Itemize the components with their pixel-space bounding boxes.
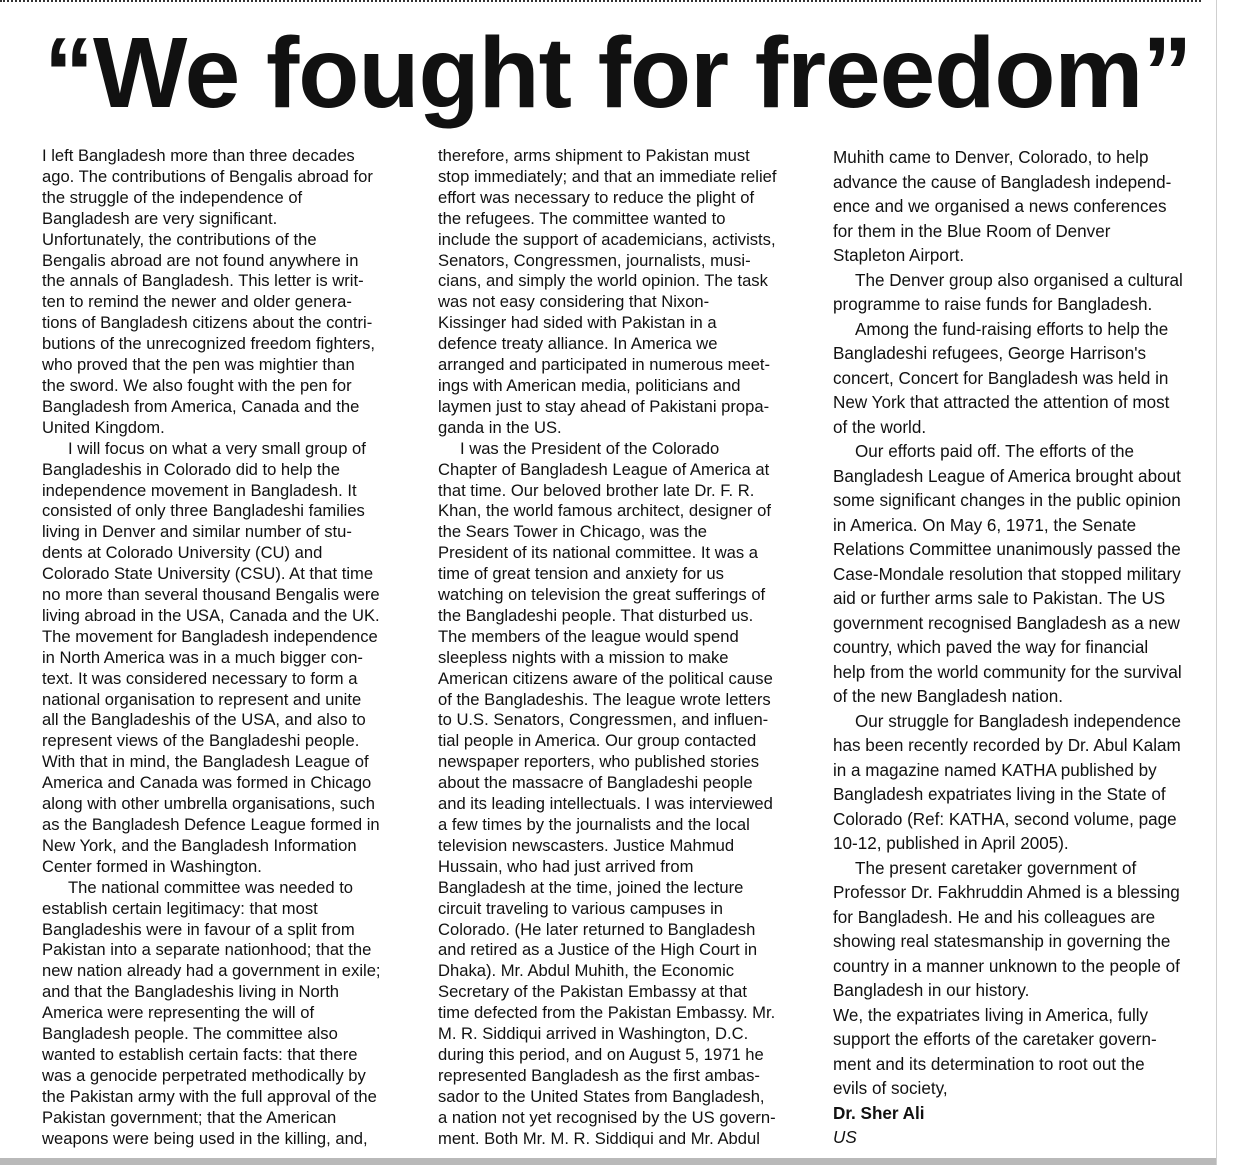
paragraph: We, the expatriates living in America, fully support the efforts of the caretaker govern- ment and its determination to root out the evils of society, [833,1005,1157,1098]
paragraph: Among the fund-raising efforts to help the Bangladeshi refugees, George Harrison's concert, Concert for Bangladesh was held in New York that attracted the attention of most of the world. [833,319,1170,437]
top-dotted-rule [0,0,1201,2]
bottom-grey-bar [0,1158,1216,1165]
paragraph: I was the President of the Colorado Chapter of Bangladesh League of America at that time. Our beloved brother late Dr. F. R. Khan, the world famous architect, designer of the Sears Tower in Chicago, was the President of its national committee. It was a time of great tension and anxiety for us watching on television the great sufferings of the Bangladeshi people. That disturbed us. The members of the league would spend sleepless nights with a mission to make American citizens aware of the political cause of the Bangladeshis. The league wrote letters to U.S. Senators, Congressmen, and influen- tial people in America. Our group contacted newspaper reporters, who published stories about the massacre of Bangladeshi people and its leading intellectuals. I was interviewed a few times by the journalists and the local television newscasters. Justice Mahmud Hussain, who had just arrived from Bangladesh at the time, joined the lecture circuit traveling to various campuses in Colorado. (He later returned to Bangladesh and retired as a Justice of the High Court in Dhaka). Mr. Abdul Muhith, the Economic Secretary of the Pakistan Embassy at that time defected from the Pakistan Embassy. Mr. M. R. Siddiqui arrived in Washington, D.C. during this period, and on August 5, 1971 he represented Bangladesh as the first ambas- sador to the United States from Bangladesh, a nation not yet recognised by the US govern- ment. Both Mr. M. R. Siddiqui and Mr. Abdul [438,438,776,1148]
paragraph: The Denver group also organised a cultural programme to raise funds for Bangladesh. [833,270,1183,314]
paragraph: Muhith came to Denver, Colorado, to help advance the cause of Bangladesh independ- ence and we organised a news conferences for them in the Blue Room of Denver Stapleton Airport. [833,148,1172,265]
column-1 [42,146,414,1150]
page-right-edge [1216,0,1217,1165]
paragraph: The national committee was needed to establish certain legitimacy: that most Bangladeshis were in favour of a split from Pakistan into a separate nationhood; that the new nation already had a government in exile; and that the Bangladeshis living in North America were representing the will of Bangladesh people. The committee also wanted to establish certain facts: that there was a genocide perpetrated methodically by the Pakistan army with the full approval of the Pakistan government; that the American weapons were being used in the killing, and, [42,877,381,1148]
paragraph: Our efforts paid off. The efforts of the Bangladesh League of America brought about some significant changes in the public opinion in America. On May 6, 1971, the Senate Relations Committee unanimously passed the Case-Mondale resolution that stopped military aid or further arms sale to Pakistan. The US government recognised Bangladesh as a new country, which paved the way for financial help from the world community for the survival of the new Bangladesh nation. [833,442,1182,706]
paragraph: therefore, arms shipment to Pakistan must stop immediately; and that an immediate relief effort was necessary to reduce the plight of the refugees. The committee wanted to include the support of academicians, activists, Senators, Congressmen, journalists, musi- cians, and simply the world opinion. The task was not easy considering that Nixon- Kissinger had sided with Pakistan in a defence treaty alliance. In America we arranged and participated in numerous meet- ings with American media, politicians and laymen just to stay ahead of Pakistani propa- ganda in the US. [438,146,777,437]
paragraph: I will focus on what a very small group of Bangladeshis in Colorado did to help the independence movement in Bangladesh. It consisted of only three Bangladeshi families living in Denver and similar number of stu- dents at Colorado University (CU) and Colorado State University (CSU). At that time no more than several thousand Bengalis were living abroad in the USA, Canada and the UK. The movement for Bangladesh independence in North America was in a much bigger con- text. It was considered necessary to form a national organisation to represent and unite all the Bangladeshis of the USA, and also to represent views of the Bangladeshi people. With that in mind, the Bangladesh League of America and Canada was formed in Chicago along with other umbrella organisations, such as the Bangladesh Defence League formed in New York, and the Bangladesh Information Center formed in Washington. [42,438,380,876]
column-3 [833,146,1207,1151]
paragraph: Our struggle for Bangladesh independence has been recently recorded by Dr. Abul Kalam in a magazine named KATHA published by Bangladesh expatriates living in the State of Colorado (Ref: KATHA, second volume, page 10-12, published in April 2005). [833,711,1181,853]
paragraph: I left Bangladesh more than three decades ago. The contributions of Bengalis abroad for the struggle of the independence of Bangladesh are very significant. Unfortunately, the contributions of the Bengalis abroad are not found anywhere in the annals of Bangladesh. This letter is writ- ten to remind the newer and older genera- tions of Bangladesh citizens about the contri- butions of the unrecognized freedom fighters, who proved that the pen was mightier than the sword. We also fought with the pen for Bangladesh from America, Canada and the United Kingdom. [42,146,376,437]
signature-place: US [833,1128,857,1147]
headline: “We fought for freedom” [44,17,1192,129]
paragraph: The present caretaker government of Professor Dr. Fakhruddin Ahmed is a blessing for Bangladesh. He and his colleagues are showing real statesmanship in governing the country in a manner unknown to the people of Bangladesh in our history. [833,858,1180,1000]
column-2 [438,146,810,1150]
signature-name: Dr. Sher Ali [833,1103,925,1123]
